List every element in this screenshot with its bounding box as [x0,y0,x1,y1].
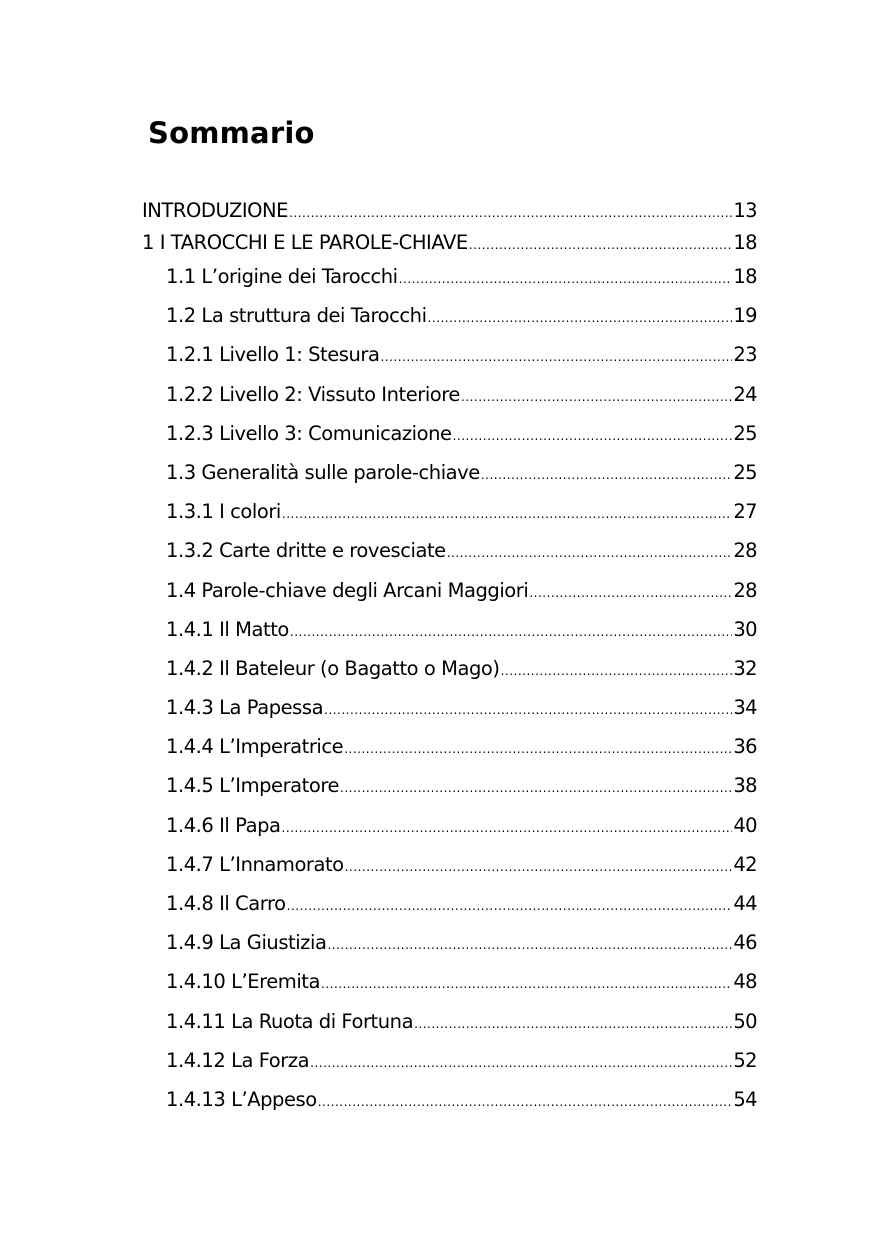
toc-entry [142,771,757,810]
toc-entry-title: 1.4.7 L’Innamorato [166,852,344,876]
toc-entry-page-number: 34 [733,696,757,720]
toc-dot-leader [310,1048,732,1078]
toc-entry-title: 1.4.12 La Forza [166,1048,310,1072]
toc-entry [142,536,757,575]
toc-entry-page-number: 18 [733,265,757,288]
toc-dot-leader [327,930,732,960]
toc-entry [142,693,757,732]
toc-entry [142,1046,757,1085]
toc-dot-leader [481,460,733,490]
toc-entry-title: 1.2.3 Livello 3: Comunicazione [166,421,452,445]
toc-entry-page-number: 28 [733,578,757,602]
toc-dot-leader [501,656,733,686]
toc-entry-page-number: 52 [733,1048,757,1072]
toc-entry-title: 1 I TAROCCHI E LE PAROLE-CHIAVE [142,231,468,254]
toc-dot-leader [318,1087,733,1117]
toc-entry-page-number: 54 [733,1087,757,1111]
toc-entry [142,811,757,850]
toc-entry [142,419,757,458]
toc-entry-page-number: 44 [733,892,757,915]
toc-entry-title: 1.4.3 La Papessa [166,696,324,720]
toc-entry-page-number: 38 [733,774,757,798]
toc-dot-leader [290,617,732,647]
toc-entry-title: 1.4.11 La Ruota di Fortuna [166,1009,414,1033]
toc-entry-page-number: 13 [733,199,757,222]
toc-entry-title: 1.4.2 Il Bateleur (o Bagatto o Mago) [166,656,500,680]
toc-entry [142,196,757,228]
toc-entry [142,497,757,536]
toc-dot-leader [321,969,732,999]
toc-entry-page-number: 25 [733,460,757,484]
toc-entry-title: 1.4.9 La Giustizia [166,931,327,955]
toc-entry-title: INTRODUZIONE [142,199,289,222]
toc-entry [142,928,757,967]
toc-entry [142,850,757,889]
toc-entry [142,340,757,379]
toc-entry [142,1007,757,1046]
toc-entry-title: 1.4.4 L’Imperatrice [166,735,344,759]
toc-entry-title: 1.4.8 Il Carro [166,892,286,915]
toc-entry [142,576,757,615]
toc-entry-title: 1.4.6 Il Papa [166,813,281,837]
toc-entry [142,615,757,654]
toc-dot-leader [461,382,732,412]
toc-entry-page-number: 19 [733,304,757,328]
toc-dot-leader [428,303,733,333]
table-of-contents [142,196,757,1124]
toc-dot-leader [345,852,733,882]
toc-entry [142,380,757,419]
toc-entry-page-number: 42 [733,852,757,876]
toc-entry-title: 1.3 Generalità sulle parole-chiave [166,460,480,484]
toc-entry-page-number: 18 [733,231,757,254]
toc-entry-page-number: 46 [733,931,757,955]
toc-entry-page-number: 32 [733,656,757,680]
toc-entry-page-number: 24 [733,382,757,406]
toc-dot-leader [529,578,732,608]
toc-dot-leader [380,342,732,372]
toc-entry [142,1085,757,1124]
toc-dot-leader [289,198,732,228]
toc-entry-title: 1.4.13 L’Appeso [166,1087,317,1111]
toc-entry-title: 1.4 Parole-chiave degli Arcani Maggiori [166,578,529,602]
toc-dot-leader [469,230,733,260]
toc-entry-page-number: 36 [733,735,757,759]
toc-entry [142,654,757,693]
toc-entry-title: 1.3.2 Carte dritte e rovesciate [166,539,446,563]
toc-entry [142,732,757,771]
toc-entry [142,458,757,497]
toc-dot-leader [344,734,732,764]
toc-entry [142,301,757,340]
toc-entry-page-number: 25 [733,421,757,445]
toc-entry-title: 1.3.1 I colori [166,500,281,524]
toc-entry-title: 1.2 La struttura dei Tarocchi [166,304,427,328]
toc-entry-page-number: 50 [733,1009,757,1033]
toc-dot-leader [447,538,733,568]
toc-dot-leader [324,695,732,725]
toc-entry-title: 1.1 L’origine dei Tarocchi [166,265,398,288]
toc-entry [142,262,757,301]
toc-entry-title: 1.4.1 Il Matto [166,617,289,641]
toc-dot-leader [399,264,733,294]
toc-dot-leader [287,891,733,921]
toc-entry-page-number: 27 [733,500,757,524]
toc-entry-title: 1.2.1 Livello 1: Stesura [166,343,380,367]
toc-entry-page-number: 23 [733,343,757,367]
toc-entry-title: 1.2.2 Livello 2: Vissuto Interiore [166,382,460,406]
toc-entry [142,967,757,1006]
toc-entry-page-number: 48 [733,970,757,994]
toc-entry-page-number: 30 [733,617,757,641]
toc-entry-title: 1.4.5 L’Imperatore [166,774,340,798]
toc-dot-leader [414,1009,732,1039]
toc-dot-leader [453,421,733,451]
toc-entry-title: 1.4.10 L’Eremita [166,970,320,994]
toc-dot-leader [282,813,733,843]
toc-entry-page-number: 40 [733,813,757,837]
toc-dot-leader [340,773,732,803]
toc-entry [142,228,757,262]
page-title: Sommario [148,116,315,150]
toc-dot-leader [282,499,732,529]
toc-entry-page-number: 28 [733,539,757,563]
toc-entry [142,889,757,928]
